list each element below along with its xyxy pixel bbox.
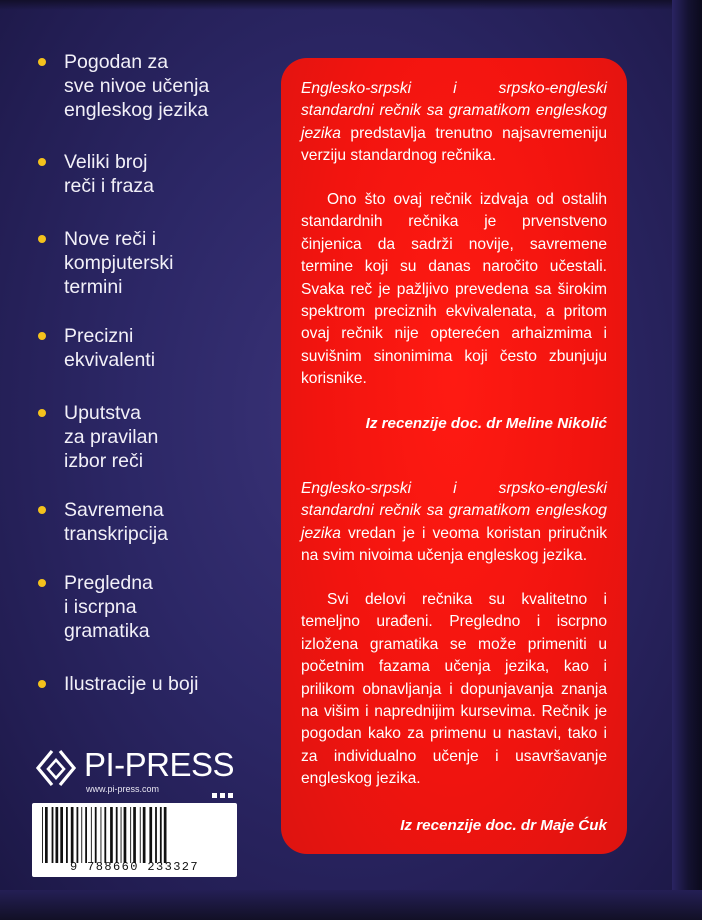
feature-text: Uputstva za pravilan izbor reči <box>64 402 159 472</box>
feature-text: Pregledna i iscrpna gramatika <box>64 572 153 642</box>
review1-body: Ono što ovaj rečnik izdvaja od ostalih standardnih rečnika je prvenstveno činjenica da sadrži novije, savremene termine koji su danas naročito učestali. Svaka reč je pažljivo prevedena sa širokim spektrom preciznih ekvivalenata, a pritom ovaj rečnik nije opterećen arhaizmima i suvišnim sinonimima koji često zbunjuju korisnike. <box>301 191 607 388</box>
barcode-bar <box>71 807 74 863</box>
barcode-bar <box>101 807 102 863</box>
bullet-dot-icon <box>38 506 46 514</box>
barcode-bar <box>155 807 157 863</box>
barcode-bar <box>52 807 54 863</box>
cover-top-edge <box>0 0 702 10</box>
review1-attribution: Iz recenzije doc. dr Meline Nikolić <box>365 415 607 432</box>
feature-text: Nove reči i kompjuterski termini <box>64 228 174 298</box>
barcode-bar <box>116 807 118 863</box>
review-panel <box>281 58 627 854</box>
barcode-bar <box>45 807 48 863</box>
barcode-bar <box>140 807 141 863</box>
cover-bottom-edge <box>0 890 702 920</box>
bullet-dot-icon <box>38 680 46 688</box>
barcode-bar <box>110 807 113 863</box>
barcode-bar <box>81 807 82 863</box>
barcode-number: 9 788660 233327 <box>69 860 200 874</box>
barcode-bars <box>32 807 237 865</box>
review2-attribution: Iz recenzije doc. dr Maje Ćuk <box>400 817 607 834</box>
review2-body: Svi delovi rečnika su kvalitetno i temeljno urađeni. Pregledno i iscrpno izložena gramatika se može primeniti u početnim fazama učenja jezika, kao i prilikom obnavljanja i dopunjavanja znanja na višim i naprednijim kursevima. Rečnik je pogodan kako za primenu u nastavi, tako i za individualno učenje i usavršavanje engleskog jezika. <box>301 591 607 788</box>
bullet-dot-icon <box>38 58 46 66</box>
feature-text: Veliki broj reči i fraza <box>64 151 154 197</box>
barcode-bar <box>164 807 167 863</box>
feature-text: Pogodan za sve nivoe učenja engleskog jezika <box>64 51 210 121</box>
barcode-bar <box>66 807 68 863</box>
book-title: Englesko-srpski i srpsko-engleski standardni rečnik sa gramatikom engleskog jezika <box>301 80 607 142</box>
feature-text: Ilustracije u boji <box>64 673 199 695</box>
review1-intro-text: predstavlja trenutno najsavremeniju verziju standardnog rečnika. <box>301 124 607 165</box>
isbn-barcode <box>32 803 237 877</box>
barcode-bar <box>133 807 136 863</box>
review2-intro-text: vredan je i veoma koristan priručnik na svim nivoima učenja engleskog jezika. <box>301 524 607 565</box>
feature-text: Savremena transkripcija <box>64 499 169 545</box>
barcode-bar <box>143 807 146 863</box>
logo-dots <box>212 785 236 803</box>
book-title: Englesko-srpski i srpsko-engleski standardni rečnik sa gramatikom engleskog jezika <box>301 480 607 542</box>
bullet-dot-icon <box>38 409 46 417</box>
publisher-name: PI-PRESS <box>84 746 235 783</box>
barcode-bar <box>91 807 92 863</box>
barcode-bar <box>121 807 122 863</box>
review2-intro <box>301 478 607 568</box>
bullet-dot-icon <box>38 332 46 340</box>
barcode-bar <box>149 807 152 863</box>
feature-text: Precizni ekvivalenti <box>64 325 156 371</box>
barcode-bar <box>160 807 162 863</box>
barcode-bar <box>130 807 131 863</box>
publisher-logo <box>36 745 236 805</box>
book-spine-edge <box>672 0 702 920</box>
bullet-dot-icon <box>38 235 46 243</box>
bullet-dot-icon <box>38 158 46 166</box>
review1-intro <box>301 78 607 168</box>
barcode-bar <box>42 807 43 863</box>
pi-press-logo-icon <box>36 749 76 787</box>
barcode-bar <box>85 807 87 863</box>
barcode-bar <box>77 807 79 863</box>
barcode-bar <box>56 807 59 863</box>
publisher-url: www.pi-press.com <box>86 784 160 794</box>
bullet-dot-icon <box>38 579 46 587</box>
barcode-bar <box>104 807 106 863</box>
barcode-bar <box>124 807 127 863</box>
barcode-bar <box>60 807 63 863</box>
barcode-bar <box>95 807 97 863</box>
